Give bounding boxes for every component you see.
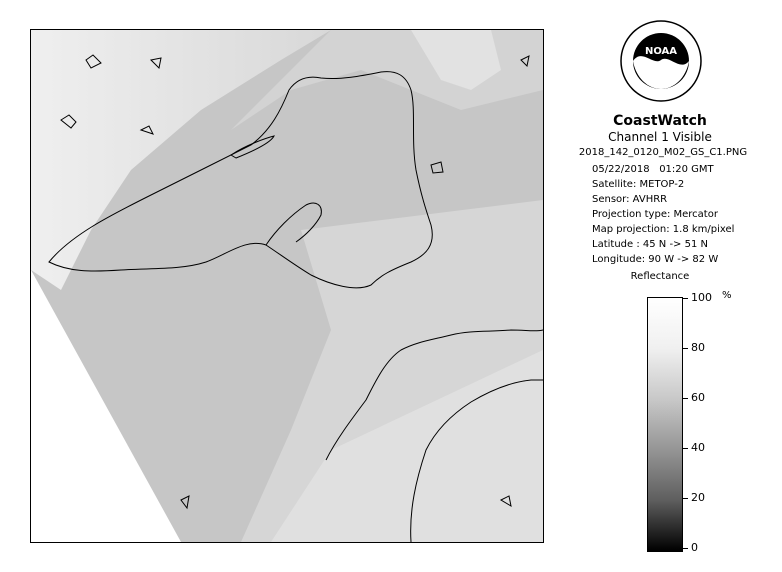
legend-unit: %	[722, 290, 732, 301]
legend-tick-mark	[682, 548, 688, 549]
longitude-range-label: Longitude: 90 W -> 82 W	[592, 254, 719, 265]
legend-tick-label: 60	[691, 391, 705, 404]
time-value: 01:20 GMT	[659, 164, 714, 175]
map-projection-label: Map projection: 1.8 km/pixel	[592, 224, 735, 235]
legend-tick-mark	[682, 398, 688, 399]
file-name: 2018_142_0120_M02_GS_C1.PNG	[578, 147, 748, 158]
brand-title: CoastWatch	[613, 113, 707, 129]
legend-tick-mark	[682, 498, 688, 499]
logo-text: NOAA	[644, 46, 678, 57]
projection-type-label: Projection type: Mercator	[592, 209, 718, 220]
legend-tick-label: 40	[691, 441, 705, 454]
legend-tick-label: 20	[691, 491, 705, 504]
reflectance-map	[31, 30, 543, 542]
legend-tick-label: 100	[691, 291, 712, 304]
noaa-logo	[620, 20, 702, 102]
date-value: 05/22/2018	[592, 164, 650, 175]
latitude-range-label: Latitude : 45 N -> 51 N	[592, 239, 708, 250]
legend-tick-mark	[682, 298, 688, 299]
satellite-image[interactable]	[30, 29, 544, 543]
satellite-label: Satellite: METOP-2	[592, 179, 685, 190]
legend-tick-mark	[682, 348, 688, 349]
legend-tick-label: 0	[691, 541, 698, 554]
date-time	[592, 162, 714, 177]
legend-tick-label: 80	[691, 341, 705, 354]
legend-title: Reflectance	[630, 271, 690, 282]
legend-tick-mark	[682, 448, 688, 449]
sensor-label: Sensor: AVHRR	[592, 194, 668, 205]
product-name: Channel 1 Visible	[608, 130, 712, 144]
reflectance-color-bar	[647, 297, 683, 552]
